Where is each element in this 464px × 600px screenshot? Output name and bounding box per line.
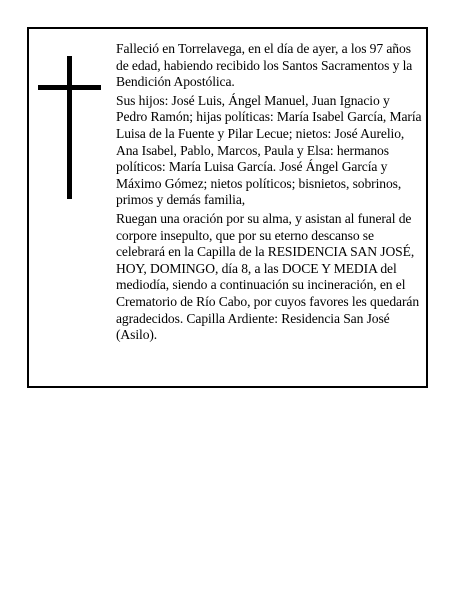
cross-vertical-bar xyxy=(67,56,72,199)
obituary-notice xyxy=(27,27,428,388)
death-announcement: Falleció en Torrelavega, en el día de ayer, a los 97 años de edad, habiendo recibido los Santos Sacramentos y la Bendición Apostólica. xyxy=(116,41,413,90)
funeral-details: Ruegan una oración por su alma, y asistan al funeral de corpore insepulto, que por su eterno descanso se celebrará en la Capilla de la RESIDENCIA SAN JOSÉ, HOY, DOMINGO, día 8, a las DOCE Y MEDIA del mediodía, siendo a continuación su incineración, en el Crematorio de Río Cabo, por cuyos favores les quedarán agradecidos. Capilla Ardiente: Residencia San José (Asilo). xyxy=(116,210,420,343)
family-list: Sus hijos: José Luis, Ángel Manuel, Juan Ignacio y Pedro Ramón; hijas políticas: María Isabel García, María Luisa de la Fuente y Pilar Lecue; nietos: José Aurelio, Ana Isabel, Pablo, Marcos, Paula y Elsa: hermanos políticos: María Luisa García. José Ángel García y Máximo Gómez; nietos políticos; bisnietos, sobrinos, primos y demás familia, xyxy=(116,92,422,208)
cross-horizontal-bar xyxy=(38,85,101,90)
obituary-text xyxy=(116,41,424,346)
